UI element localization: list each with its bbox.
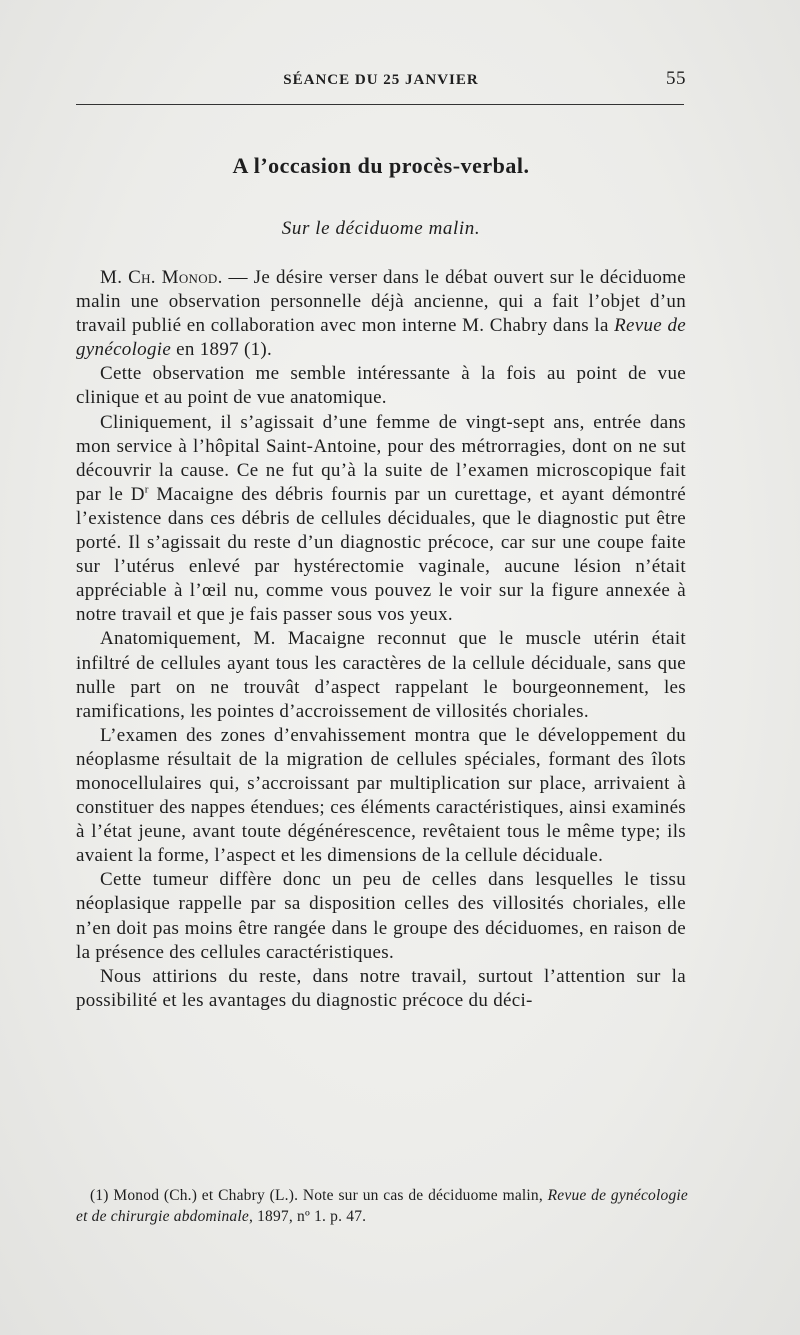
- footnote: [76, 1185, 688, 1227]
- footnote-text-b: , 1897, nº 1. p. 47.: [248, 1208, 367, 1225]
- paragraph-5: L’examen des zones d’envahissement montra que le développement du néoplasme résultait de la migration de cellules spéciales, formant des îlots monocellulaires qui, s’accroissant par multiplication sur place, arrivaient à constituer des nappes étendues; ces éléments caractéristiques, ainsi examinés à l’état jeune, avant toute dégénérescence, revêtaient tous le même type; ils avaient la forme, l’aspect et les dimensions de la cellule déciduale.: [76, 724, 686, 867]
- section-heading: A l’occasion du procès-verbal.: [232, 153, 530, 178]
- paragraph-1: [76, 266, 686, 362]
- paragraph-7: Nous attirions du reste, dans notre travail, surtout l’attention sur la possibilité et les avantages du diagnostic précoce du déci-: [76, 965, 686, 1011]
- doctor-superscript: r: [144, 483, 149, 496]
- paragraph-4: Anatomiquement, M. Macaigne reconnut que le muscle utérin était infiltré de cellules ayant tous les caractères de la cellule déciduale, sans que nulle part on ne trouvât d’aspect rappelant le bourgeonnement, les ramifications, les pointes d’accroissement de villosités choriales.: [76, 628, 686, 722]
- footnote-text-a: (1) Monod (Ch.) et Chabry (L.). Note sur un cas de déciduome malin,: [90, 1187, 548, 1204]
- paragraph-3: [76, 411, 686, 628]
- footnote-journal: Revue de gynécologie et de chirurgie abdominale: [76, 1187, 688, 1225]
- speaker-name: Ch. Monod: [128, 267, 218, 288]
- section-subheading: Sur le déciduome malin.: [281, 218, 481, 239]
- paragraph-3-text-a: Cliniquement, il s’agissait d’une femme de vingt-sept ans, entrée dans mon service à l’hôpital Saint-Antoine, pour des métrorragies, dont on ne sut découvrir la cause. Ce ne fut qu’à la suite de l’examen microscopique fait par le D: [76, 411, 686, 505]
- paragraph-6: Cette tumeur diffère donc un peu de celles dans lesquelles le tissu néoplasique rappelle par sa disposition celles des villosités choriales, elle n’en doit pas moins être rangée dans le groupe des déciduomes, en raison de la présence des cellules caractéristiques.: [76, 869, 686, 963]
- paragraph-1-text-b: en 1897 (1).: [171, 339, 273, 361]
- paragraph-2: Cette observation me semble intéressante à la fois au point de vue clinique et au point de vue anatomique.: [76, 363, 686, 409]
- speaker-initial: M.: [100, 267, 129, 288]
- body-text: [76, 266, 686, 1013]
- journal-title: Revue de gynécologie: [76, 315, 686, 361]
- paragraph-1-text-a: . — Je désire verser dans le débat ouvert sur le déciduome malin une observation personnelle déjà ancienne, qui a fait l’objet d’un travail publié en collaboration avec mon interne M. Chabry dans la: [76, 267, 686, 337]
- header-rule: [76, 104, 684, 105]
- running-title: SÉANCE DU 25 JANVIER: [283, 72, 479, 88]
- page-header: [76, 68, 686, 98]
- page-number: 55: [666, 68, 686, 89]
- paragraph-3-text-b: Macaigne des débris fournis par un curettage, et ayant démontré l’existence dans ces débris de cellules déciduales, que le diagnostic put être porté. Il s’agissait du reste d’un diagnostic précoce, car sur une coupe faite sur l’utérus enlevé par hystérectomie vaginale, aucune lésion n’était appréciable à l’œil nu, comme vous pouvez le voir sur la figure annexée à notre travail et que je fais passer sous vos yeux.: [76, 483, 686, 626]
